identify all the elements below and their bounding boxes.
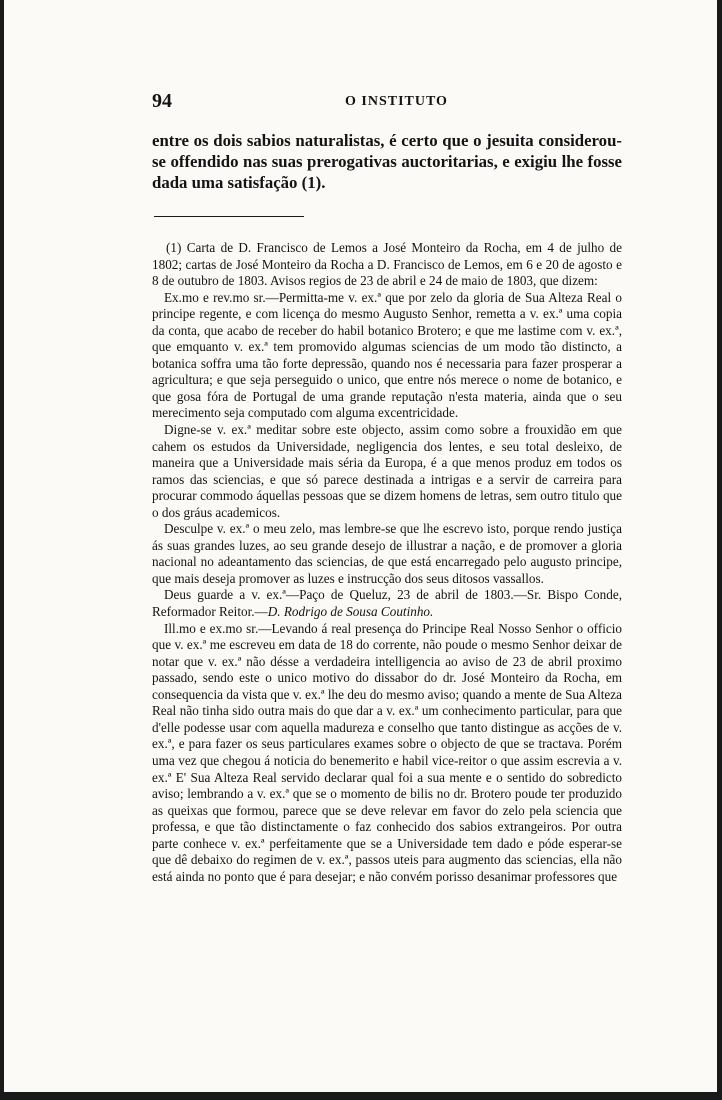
signature: D. Rodrigo de Sousa Coutinho. <box>267 604 434 620</box>
footnote-paragraph-4 <box>152 587 622 620</box>
main-text: entre os dois sabios naturalistas, é certo que o jesuita considerou-se offendido nas suas prerogativas auctoritarias, e exigiu lhe fosse dada uma satisfação (1). <box>152 131 622 192</box>
footnote <box>152 240 622 885</box>
running-title: O INSTITUTO <box>345 94 448 109</box>
footnote-paragraph-4-text: Deus guarde a v. ex.ª—Paço de Queluz, 23 de abril de 1803.—Sr. Bispo Conde, Reformador Reitor.— <box>152 587 622 620</box>
footnote-paragraph-1: Ex.mo e rev.mo sr.—Permitta-me v. ex.ª que por zelo da gloria de Sua Alteza Real o principe regente, e com licença do mesmo Augusto Senhor, remetta a v. ex.ª uma copia da conta, que acabo de receber do habil botanico Brotero; e que me lastime com v. ex.ª, que emquanto v. ex.ª tem promovido algumas sciencias de um modo tão distincto, a botanica soffra uma tão forte depressão, quando nos é necessaria para fazer prosperar a agricultura; e que seja perseguido o unico, que entre nós merece o nome de botanico, e que gosa fóra de Portugal de uma grande reputação n'esta materia, ainda que o seu merecimento seja computado com alguma excentricidade. <box>152 289 622 421</box>
running-head <box>152 90 622 116</box>
footnote-intro: (1) Carta de D. Francisco de Lemos a José Monteiro da Rocha, em 4 de julho de 1802; cartas de José Monteiro da Rocha a D. Francisco de Lemos, em 6 e 20 de agosto e 8 de outubro de 1803. Avisos regios de 23 de abril e 24 de maio de 1803, que dizem: <box>152 240 622 289</box>
footnote-divider <box>154 216 304 217</box>
footnote-paragraph-3: Desculpe v. ex.ª o meu zelo, mas lembre-se que lhe escrevo isto, porque rendo justiça ás suas grandes luzes, ao seu grande desejo de illustrar a nação, e de promover a gloria nacional no adeantamento das sciencias, de que está encarregado pelo augusto principe, que mais deseja promover as luzes e instrucção dos seus ditosos vassallos. <box>152 521 622 586</box>
footnote-paragraph-2: Digne-se v. ex.ª meditar sobre este objecto, assim como sobre a frouxidão em que cahem os estudos da Universidade, negligencia dos lentes, e seu total desleixo, de maneira que a Universidade mais séria da Europa, é a que menos produz em todos os ramos das sciencias, e que só parece destinada a intrigas e a servir de carreira para procurar commodo áquellas pessoas que se dizem homens de letras, sem outro titulo que o dos gráus academicos. <box>152 422 622 520</box>
page-number: 94 <box>152 90 172 112</box>
footnote-paragraph-5: Ill.mo e ex.mo sr.—Levando á real presença do Principe Real Nosso Senhor o officio que v. ex.ª me escreveu em data de 18 do corrente, não poude o mesmo Senhor deixar de notar que v. ex.ª não désse a verdadeira intelligencia ao aviso de 23 de abril proximo passado, sendo este o unico motivo do dissabor do dr. José Monteiro da Rocha, em consequencia da vista que v. ex.ª lhe deu do mesmo aviso; quando a mente de Sua Alteza Real não tinha sido outra mais do que dar a v. ex.ª um conhecimento particular, para que d'elle podesse usar com aquella madureza e conselho que tanto distingue as acções de v. ex.ª, e para fazer os seus particulares exames sobre o objecto de que se tractava. Porém uma vez que chegou á noticia do benemerito e habil vice-reitor o que assim escrevia a v. ex.ª E' Sua Alteza Real servido declarar qual foi a sua mente e o sentido do sobredicto aviso; lembrando a v. ex.ª que se o momento de bilis no dr. Brotero poude ter produzido as queixas que formou, parece que se deve relevar em favor do zelo pela sciencia que professa, e que tão distinctamente o faz conhecido dos sabios extrangeiros. Por outra parte conhece v. ex.ª perfeitamente que se a Universidade tem dado e póde esperar-se que dê debaixo do regimen de v. ex.ª, passos uteis para augmento das sciencias, ella não está ainda no ponto que é para desejar; e não convém porisso desanimar professores que <box>152 620 622 884</box>
